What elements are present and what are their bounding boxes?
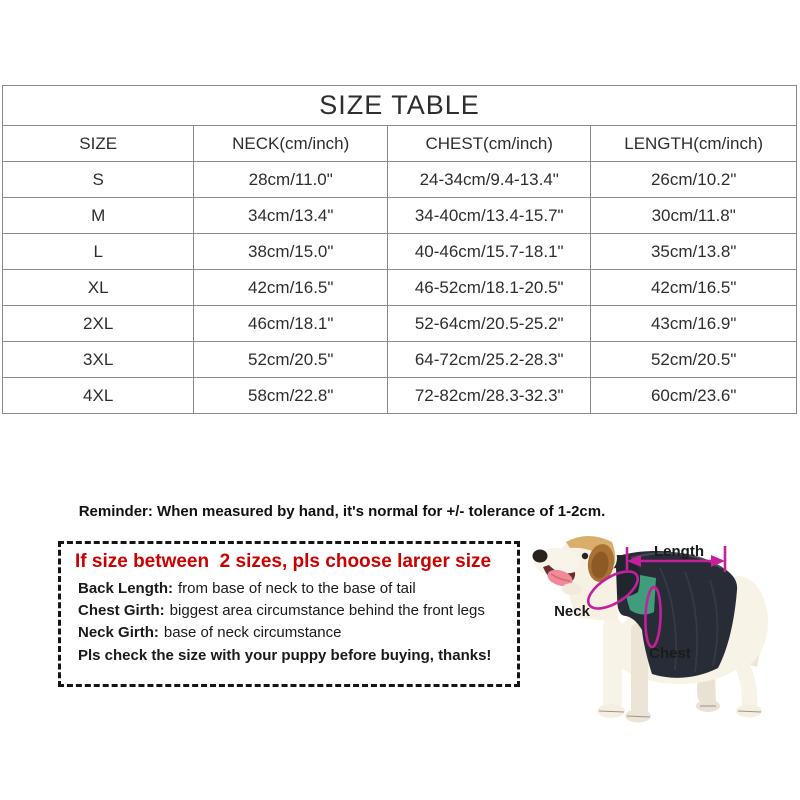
dog-eye bbox=[582, 553, 588, 559]
back-length-note bbox=[78, 578, 517, 600]
cell-neck: 58cm/22.8" bbox=[194, 378, 388, 414]
cell-neck: 38cm/15.0" bbox=[194, 234, 388, 270]
dog-chin bbox=[562, 583, 582, 595]
table-row bbox=[3, 162, 797, 198]
cell-length: 30cm/11.8" bbox=[591, 198, 797, 234]
table-row bbox=[3, 378, 797, 414]
cell-chest: 52-64cm/20.5-25.2" bbox=[388, 306, 591, 342]
table-row bbox=[3, 270, 797, 306]
cell-neck: 46cm/18.1" bbox=[194, 306, 388, 342]
tolerance-reminder: Reminder: When measured by hand, it's normal for +/- tolerance of 1-2cm. bbox=[78, 503, 606, 520]
cell-neck: 34cm/13.4" bbox=[194, 198, 388, 234]
neck-label: Neck bbox=[554, 603, 590, 620]
table-row bbox=[3, 342, 797, 378]
col-header-size: SIZE bbox=[3, 126, 194, 162]
neck-girth-note bbox=[78, 622, 517, 644]
neck-girth-label: Neck Girth: bbox=[78, 624, 159, 641]
cell-length: 52cm/20.5" bbox=[591, 342, 797, 378]
cell-chest: 40-46cm/15.7-18.1" bbox=[388, 234, 591, 270]
cell-chest: 64-72cm/25.2-28.3" bbox=[388, 342, 591, 378]
cell-size: 3XL bbox=[3, 342, 194, 378]
col-header-chest: CHEST(cm/inch) bbox=[388, 126, 591, 162]
sizing-notes-box bbox=[58, 541, 520, 687]
cell-chest: 24-34cm/9.4-13.4" bbox=[388, 162, 591, 198]
table-row bbox=[3, 306, 797, 342]
col-header-length: LENGTH(cm/inch) bbox=[591, 126, 797, 162]
cell-chest: 72-82cm/28.3-32.3" bbox=[388, 378, 591, 414]
cell-length: 60cm/23.6" bbox=[591, 378, 797, 414]
chest-girth-label: Chest Girth: bbox=[78, 602, 165, 619]
cell-size: L bbox=[3, 234, 194, 270]
back-length-label: Back Length: bbox=[78, 580, 174, 597]
cell-chest: 34-40cm/13.4-15.7" bbox=[388, 198, 591, 234]
cell-neck: 52cm/20.5" bbox=[194, 342, 388, 378]
neck-girth-text: base of neck circumstance bbox=[163, 624, 342, 641]
dog-nose bbox=[533, 550, 548, 563]
table-title-row bbox=[3, 86, 797, 126]
cell-length: 43cm/16.9" bbox=[591, 306, 797, 342]
cell-size: M bbox=[3, 198, 194, 234]
chest-label: Chest bbox=[649, 645, 691, 662]
chest-girth-text: biggest area circumstance behind the front legs bbox=[169, 602, 485, 619]
size-table bbox=[2, 85, 797, 414]
back-length-text: from base of neck to the base of tail bbox=[178, 580, 416, 597]
table-header-row bbox=[3, 126, 797, 162]
cell-length: 26cm/10.2" bbox=[591, 162, 797, 198]
length-label: Length bbox=[654, 543, 704, 560]
cell-size: XL bbox=[3, 270, 194, 306]
cell-size: 4XL bbox=[3, 378, 194, 414]
col-header-neck: NECK(cm/inch) bbox=[194, 126, 388, 162]
cell-length: 35cm/13.8" bbox=[591, 234, 797, 270]
dog-measurement-diagram bbox=[530, 520, 800, 730]
chest-girth-note bbox=[78, 600, 517, 622]
table-row bbox=[3, 234, 797, 270]
cell-size: 2XL bbox=[3, 306, 194, 342]
cell-length: 42cm/16.5" bbox=[591, 270, 797, 306]
table-row bbox=[3, 198, 797, 234]
choose-larger-size-headline: If size between 2 sizes, pls choose larger size bbox=[75, 551, 492, 572]
cell-neck: 42cm/16.5" bbox=[194, 270, 388, 306]
table-title: SIZE TABLE bbox=[3, 86, 797, 126]
cell-chest: 46-52cm/18.1-20.5" bbox=[388, 270, 591, 306]
check-size-footer: Pls check the size with your puppy before buying, thanks! bbox=[78, 647, 492, 664]
cell-size: S bbox=[3, 162, 194, 198]
cell-neck: 28cm/11.0" bbox=[194, 162, 388, 198]
